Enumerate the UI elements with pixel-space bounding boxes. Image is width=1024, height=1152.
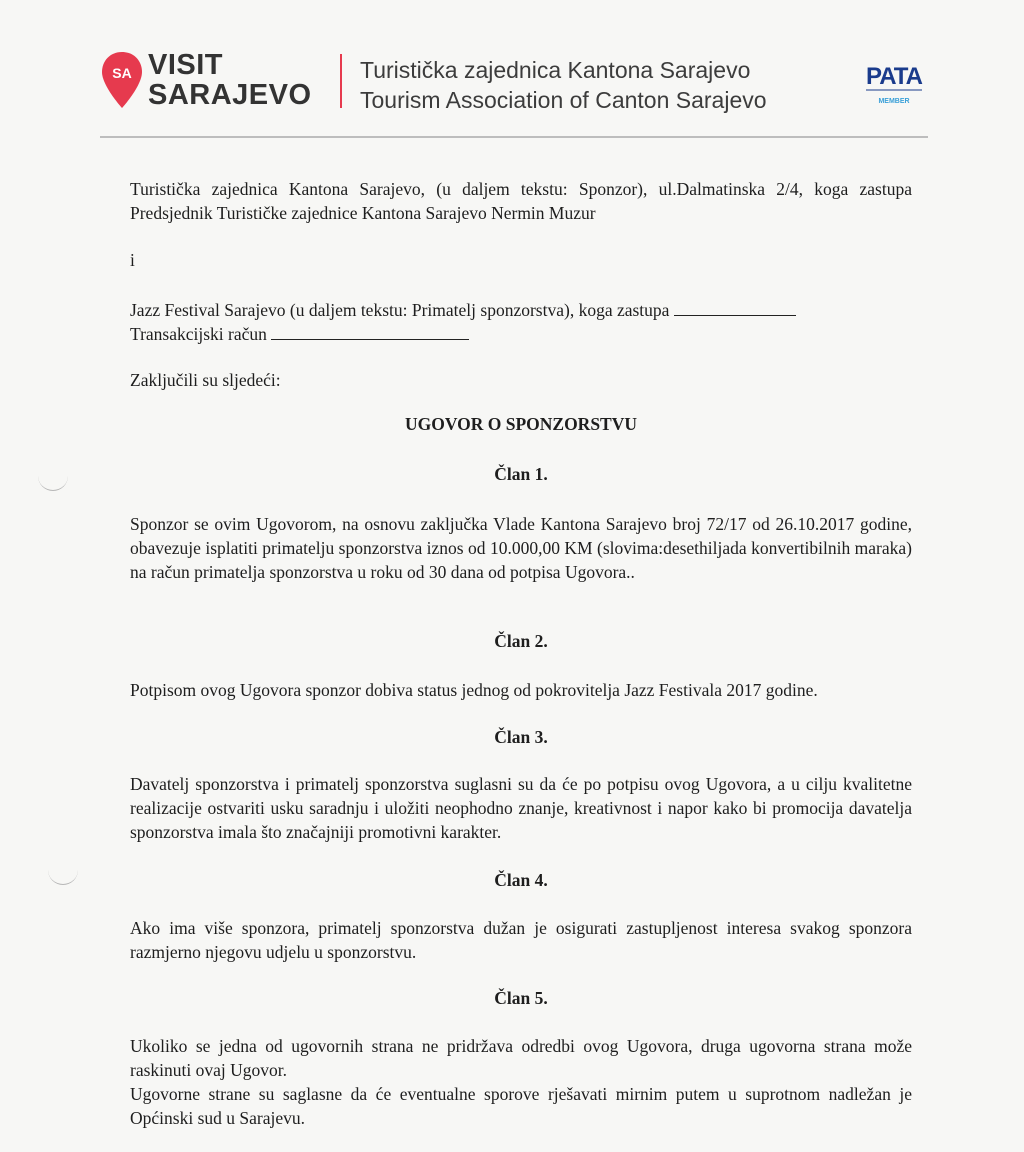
conjunction: i xyxy=(130,250,135,270)
brand-logo xyxy=(148,50,312,110)
bank-account-label: Transakcijski račun xyxy=(130,324,267,344)
organization-name xyxy=(360,55,767,115)
binder-hole-mark xyxy=(48,868,78,885)
article-1-heading: Član 1. xyxy=(494,464,548,484)
representative-blank xyxy=(674,301,796,316)
party-1: Turistička zajednica Kantona Sarajevo, (u daljem tekstu: Sponzor), ul.Dalmatinska 2/4, koga zastupa Predsjednik Turističke zajednice Kantona Sarajevo Nermin Muzur xyxy=(130,179,912,223)
article-3-heading: Član 3. xyxy=(494,727,548,747)
letterhead xyxy=(0,0,1024,140)
binder-hole-mark xyxy=(38,474,68,491)
pata-member-logo xyxy=(858,58,930,108)
bank-account-blank xyxy=(271,325,469,340)
pata-logo-text: PATA xyxy=(866,63,922,90)
brand-line-2: SARAJEVO xyxy=(148,79,312,111)
article-4-heading: Član 4. xyxy=(494,870,548,890)
contract-title: UGOVOR O SPONZORSTVU xyxy=(404,414,638,434)
article-3-text: Davatelj sponzorstva i primatelj sponzorstva suglasni su da će po potpisu ovog Ugovora, a u cilju kvalitetne realizacije ostvariti usku saradnju i uložiti neophodno znanje, kreativnost i napor kako bi promocija davatelja sponzorstva imala što značajniji promotivni karakter. xyxy=(130,774,912,842)
article-5-paragraph-1: Ukoliko se jedna od ugovornih strana ne pridržava odredbi ovog Ugovora, druga ugovorna strana može raskinuti ovaj Ugovor. xyxy=(130,1036,912,1080)
location-pin-logo xyxy=(100,50,144,110)
article-2-text: Potpisom ovog Ugovora sponzor dobiva status jednog od pokrovitelja Jazz Festivala 2017 godine. xyxy=(130,680,818,700)
org-name-bs: Turistička zajednica Kantona Sarajevo xyxy=(360,57,751,83)
brand-line-1: VISIT xyxy=(148,49,224,81)
article-2-heading: Član 2. xyxy=(494,631,548,651)
article-4-text: Ako ima više sponzora, primatelj sponzorstva dužan je osigurati zastupljenost interesa svakog sponzora razmjerno njegovu udjelu u sponzorstvu. xyxy=(130,918,912,962)
article-1-text: Sponzor se ovim Ugovorom, na osnovu zaključka Vlade Kantona Sarajevo broj 72/17 od 26.10.2017 godine, obavezuje isplatiti primatelju sponzorstva iznos od 10.000,00 KM (slovima:desethiljada konvertibilnih maraka) na račun primatelja sponzorstva u roku od 30 dana od potpisa Ugovora.. xyxy=(130,514,912,582)
article-5-paragraph-2: Ugovorne strane su saglasne da će eventualne sporove rješavati mirnim putem u suprotnom nadležan je Općinski sud u Sarajevu. xyxy=(130,1084,912,1128)
header-divider xyxy=(340,54,342,108)
pin-label: SA xyxy=(112,65,132,81)
party-2 xyxy=(130,298,912,346)
article-5-heading: Član 5. xyxy=(494,988,548,1008)
org-name-en: Tourism Association of Canton Sarajevo xyxy=(360,87,767,113)
article-5-text xyxy=(130,1034,912,1130)
concluded-text: Zaključili su sljedeći: xyxy=(130,370,281,390)
pata-member-text: MEMBER xyxy=(878,98,910,105)
header-rule xyxy=(100,136,928,138)
party-2-text: Jazz Festival Sarajevo (u daljem tekstu: Primatelj sponzorstva), koga zastupa xyxy=(130,300,670,320)
